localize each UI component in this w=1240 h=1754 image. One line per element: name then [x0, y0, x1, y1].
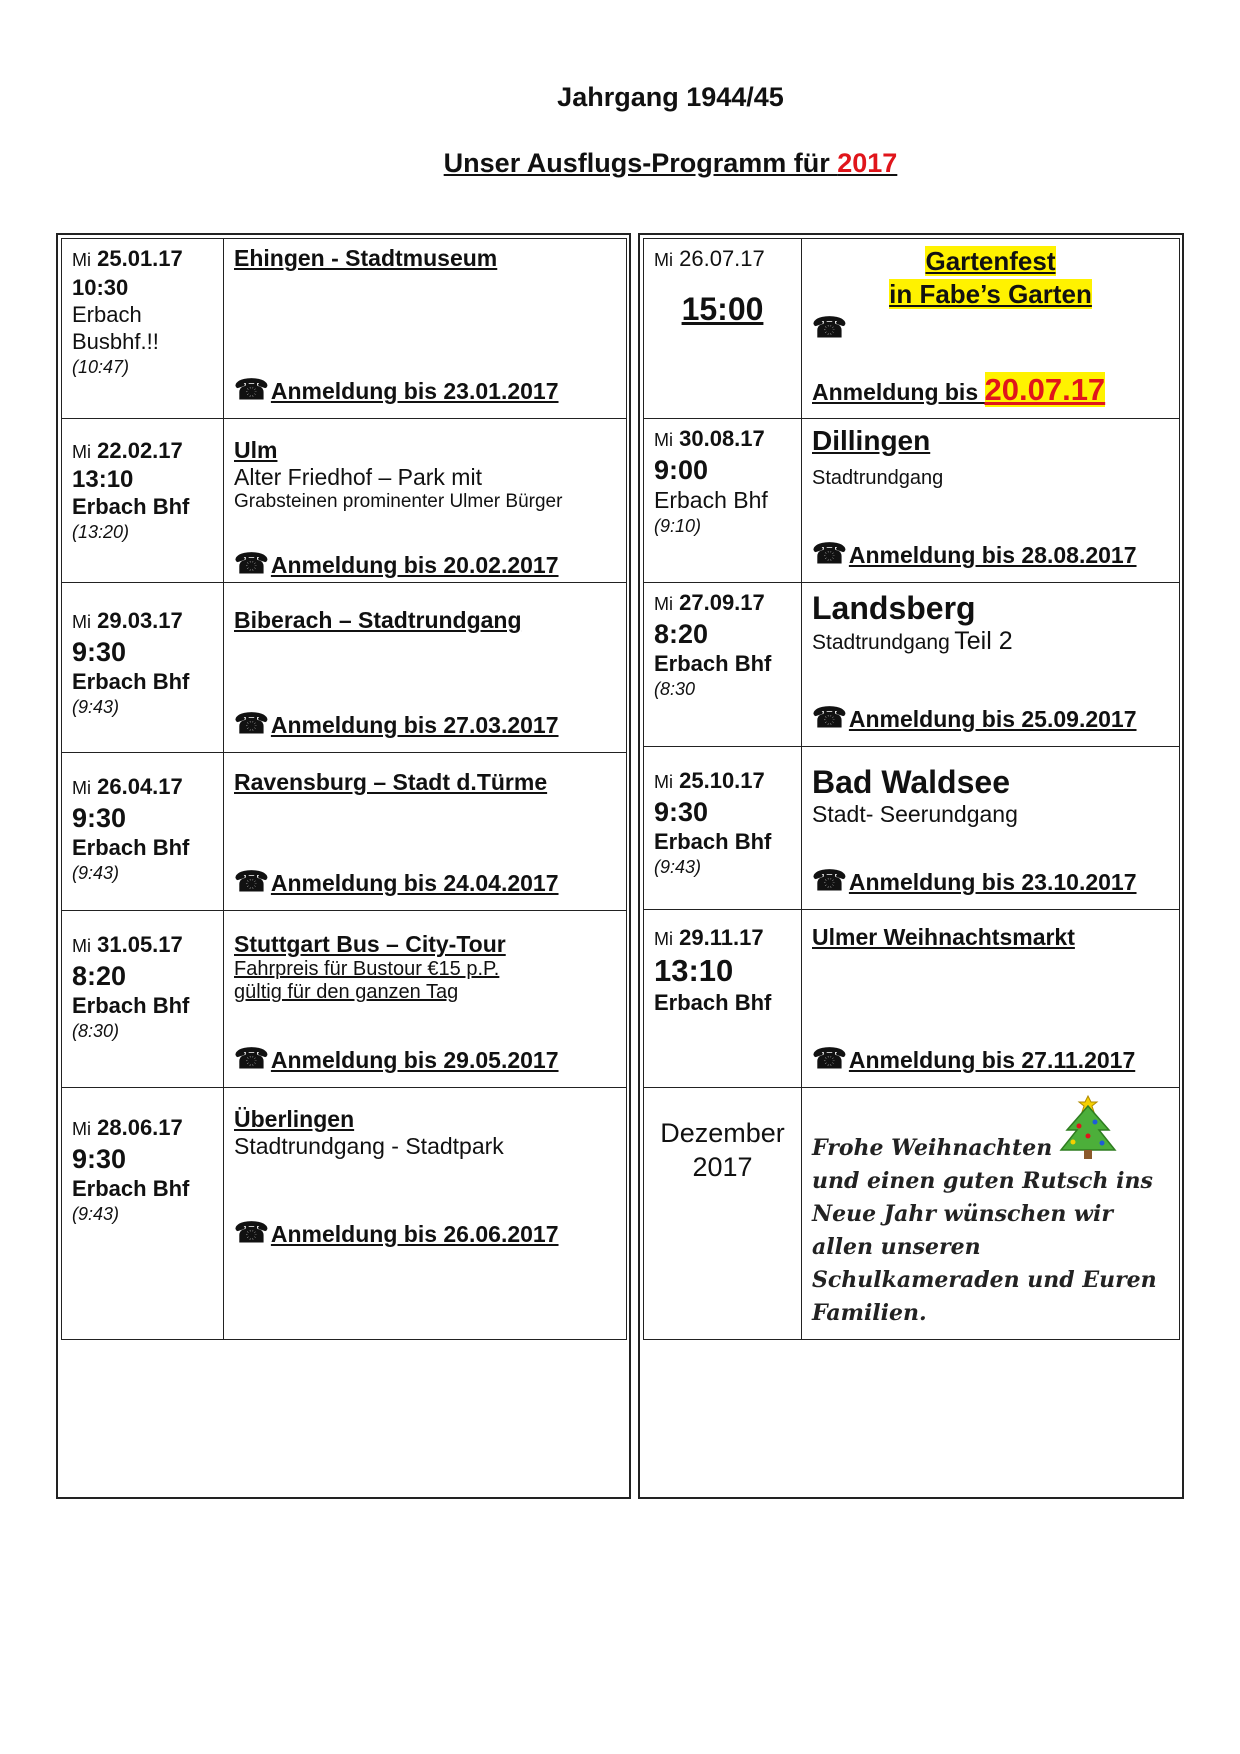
- registration: [812, 372, 1105, 408]
- registration: [234, 707, 559, 740]
- telephone-icon: ☎: [812, 312, 847, 343]
- date-cell: [644, 239, 802, 419]
- event-cell: [802, 419, 1180, 583]
- event-date: 28.06.17: [97, 1115, 183, 1140]
- event-cell: [224, 583, 627, 753]
- event-time: 9:30: [72, 803, 127, 833]
- event-description-2: gültig für den ganzen Tag: [234, 981, 459, 1003]
- meeting-place: Erbach Bhf: [654, 990, 772, 1015]
- event-row-april: [62, 753, 627, 911]
- event-row-september: [644, 583, 1180, 747]
- event-time: 9:30: [72, 1144, 127, 1174]
- meeting-place: Erbach Bhf: [654, 829, 772, 854]
- event-title: Ehingen - Stadtmuseum: [234, 245, 498, 271]
- date-cell: [644, 1088, 802, 1340]
- event-description-extra: Teil 2: [954, 627, 1013, 655]
- alt-time: (9:43): [654, 857, 702, 877]
- event-row-october: [644, 747, 1180, 910]
- registration: [234, 373, 559, 406]
- event-cell: [802, 239, 1180, 419]
- event-title: Landsberg: [812, 590, 976, 626]
- event-row-january: [62, 239, 627, 419]
- alt-time: (9:43): [72, 863, 120, 883]
- weekday: Mi: [72, 936, 91, 956]
- event-description: Stadtrundgang: [812, 631, 950, 654]
- event-time: 9:30: [654, 797, 709, 827]
- subtitle-text: Unser Ausflugs-Programm für: [443, 148, 838, 178]
- event-cell: [224, 419, 627, 583]
- greeting-cell: [802, 1088, 1180, 1340]
- greeting-line: und einen guten Rutsch ins: [812, 1168, 1153, 1194]
- event-title: Ulmer Weihnachtsmarkt: [812, 924, 1075, 950]
- right-schedule-table: [643, 238, 1180, 1340]
- meeting-place: Erbach Bhf: [72, 494, 190, 519]
- event-title: Biberach – Stadtrundgang: [234, 607, 522, 633]
- registration-date: 20.07.17: [984, 372, 1106, 407]
- event-title: Ulm: [234, 437, 278, 463]
- page-subtitle: [0, 148, 1240, 179]
- registration-deadline: Anmeldung bis 29.05.2017: [270, 1047, 559, 1073]
- event-row-december: [644, 1088, 1180, 1340]
- date-cell: [644, 419, 802, 583]
- left-schedule-table: [61, 238, 627, 1340]
- registration-deadline: Anmeldung bis 23.01.2017: [270, 378, 559, 404]
- registration: [812, 1042, 1135, 1075]
- date-cell: [62, 753, 224, 911]
- page-title: Jahrgang 1944/45: [557, 82, 784, 112]
- telephone-icon: ☎: [812, 538, 847, 569]
- date-cell: [62, 419, 224, 583]
- event-cell: [802, 747, 1180, 910]
- event-date: 26.07.17: [679, 246, 765, 271]
- date-cell: [62, 911, 224, 1088]
- meeting-place: Erbach Bhf: [72, 993, 190, 1018]
- alt-time: (9:10): [654, 516, 702, 536]
- weekday: Mi: [654, 250, 673, 270]
- telephone-icon: ☎: [234, 708, 269, 739]
- event-time: 13:10: [72, 466, 134, 493]
- year-label: 2017: [692, 1152, 753, 1182]
- event-description: Stadt- Seerundgang: [812, 801, 1018, 827]
- event-row-july: [644, 239, 1180, 419]
- event-cell: [224, 753, 627, 911]
- event-time: 15:00: [681, 291, 764, 327]
- alt-time: (10:47): [72, 357, 130, 377]
- event-time: 9:00: [654, 455, 709, 485]
- meeting-place: Erbach Bhf: [654, 651, 772, 676]
- telephone-icon: ☎: [234, 1043, 269, 1074]
- telephone-icon: ☎: [812, 865, 847, 896]
- registration-deadline: Anmeldung bis 27.11.2017: [848, 1047, 1136, 1073]
- event-description: Stadtrundgang: [812, 467, 944, 489]
- telephone-icon: ☎: [234, 374, 269, 405]
- event-cell: [224, 911, 627, 1088]
- event-cell: [802, 910, 1180, 1088]
- weekday: Mi: [654, 594, 673, 614]
- telephone-icon: ☎: [234, 1217, 269, 1248]
- event-description: Alter Friedhof – Park mit: [234, 464, 482, 490]
- event-title: Überlingen: [234, 1106, 355, 1132]
- event-date: 30.08.17: [679, 426, 765, 451]
- greeting-line: Familien.: [812, 1300, 927, 1326]
- registration: [234, 1042, 559, 1075]
- month-label: Dezember: [660, 1118, 785, 1148]
- event-row-may: [62, 911, 627, 1088]
- event-description: Stadtrundgang - Stadtpark: [234, 1133, 504, 1159]
- registration: [812, 864, 1137, 897]
- telephone-icon: ☎: [812, 702, 847, 733]
- weekday: Mi: [654, 772, 673, 792]
- event-time: 8:20: [72, 961, 127, 991]
- date-cell: [644, 747, 802, 910]
- event-title: Stuttgart Bus – City-Tour: [234, 931, 506, 957]
- weekday: Mi: [72, 1119, 91, 1139]
- event-row-june: [62, 1088, 627, 1340]
- event-date: 31.05.17: [97, 932, 183, 957]
- event-title: Ravensburg – Stadt d.Türme: [234, 769, 548, 795]
- event-date: 27.09.17: [679, 590, 765, 615]
- event-cell: [224, 1088, 627, 1340]
- registration-deadline: Anmeldung bis 27.03.2017: [270, 712, 559, 738]
- registration-deadline: Anmeldung bis 26.06.2017: [270, 1221, 559, 1247]
- telephone-icon: ☎: [234, 866, 269, 897]
- greeting-line: Neue Jahr wünschen wir: [812, 1201, 1113, 1227]
- event-row-november: [644, 910, 1180, 1088]
- right-column: [638, 233, 1184, 1499]
- date-cell: [62, 583, 224, 753]
- meeting-place: Erbach Bhf: [72, 1176, 190, 1201]
- event-title: Gartenfest: [925, 246, 1056, 276]
- subtitle-year: 2017: [837, 148, 898, 178]
- alt-time: (9:43): [72, 1204, 120, 1224]
- left-column: [56, 233, 631, 1499]
- greeting-line: Frohe Weihnachten: [812, 1135, 1053, 1161]
- meeting-place: Erbach Bhf: [654, 487, 768, 513]
- weekday: Mi: [72, 778, 91, 798]
- greeting-line: Schulkameraden und Euren: [812, 1267, 1157, 1293]
- event-row-march: [62, 583, 627, 753]
- telephone-icon: ☎: [234, 548, 269, 579]
- event-title: Bad Waldsee: [812, 764, 1010, 800]
- event-description-2: Grabsteinen prominenter Ulmer Bürger: [234, 491, 563, 512]
- registration: [812, 537, 1137, 570]
- registration-deadline: Anmeldung bis 25.09.2017: [848, 706, 1137, 732]
- weekday: Mi: [72, 442, 91, 462]
- weekday: Mi: [654, 929, 673, 949]
- event-row-august: [644, 419, 1180, 583]
- event-title-2: in Fabe’s Garten: [889, 279, 1092, 309]
- date-cell: [62, 239, 224, 419]
- weekday: Mi: [72, 612, 91, 632]
- event-date: 25.10.17: [679, 768, 765, 793]
- event-time: 10:30: [72, 275, 129, 300]
- alt-time: (8:30): [72, 1021, 120, 1041]
- event-time: 9:30: [72, 637, 127, 667]
- event-date: 29.11.17: [679, 925, 764, 950]
- registration: [234, 547, 559, 580]
- registration: [234, 865, 559, 898]
- event-date: 22.02.17: [97, 438, 183, 463]
- alt-time: (8:30: [654, 679, 696, 699]
- event-time: 13:10: [654, 953, 734, 988]
- christmas-tree-icon: [1057, 1090, 1119, 1162]
- telephone-icon: ☎: [812, 1043, 847, 1074]
- registration: [812, 701, 1137, 734]
- registration-deadline: Anmeldung bis 23.10.2017: [848, 869, 1137, 895]
- registration-deadline: Anmeldung bis 24.04.2017: [270, 870, 559, 896]
- registration: [234, 1216, 559, 1249]
- registration-deadline: Anmeldung bis 28.08.2017: [848, 542, 1137, 568]
- date-cell: [644, 583, 802, 747]
- meeting-place: Erbach Bhf: [72, 669, 190, 694]
- event-date: 26.04.17: [97, 774, 183, 799]
- event-cell: [224, 239, 627, 419]
- date-cell: [644, 910, 802, 1088]
- event-title: Dillingen: [812, 425, 931, 456]
- event-date: 29.03.17: [97, 608, 183, 633]
- event-row-february: [62, 419, 627, 583]
- registration-deadline: Anmeldung bis 20.02.2017: [270, 552, 559, 578]
- alt-time: (13:20): [72, 522, 130, 542]
- greeting-line: allen unseren: [812, 1234, 981, 1260]
- meeting-place: Erbach Busbhf.!!: [72, 302, 159, 354]
- event-description: Fahrpreis für Bustour €15 p.P.: [234, 958, 500, 980]
- event-date: 25.01.17: [97, 246, 183, 271]
- alt-time: (9:43): [72, 697, 120, 717]
- registration-label: Anmeldung bis: [812, 379, 985, 405]
- event-cell: [802, 583, 1180, 747]
- meeting-place: Erbach Bhf: [72, 835, 190, 860]
- weekday: Mi: [654, 430, 673, 450]
- date-cell: [62, 1088, 224, 1340]
- weekday: Mi: [72, 250, 91, 270]
- event-time: 8:20: [654, 619, 709, 649]
